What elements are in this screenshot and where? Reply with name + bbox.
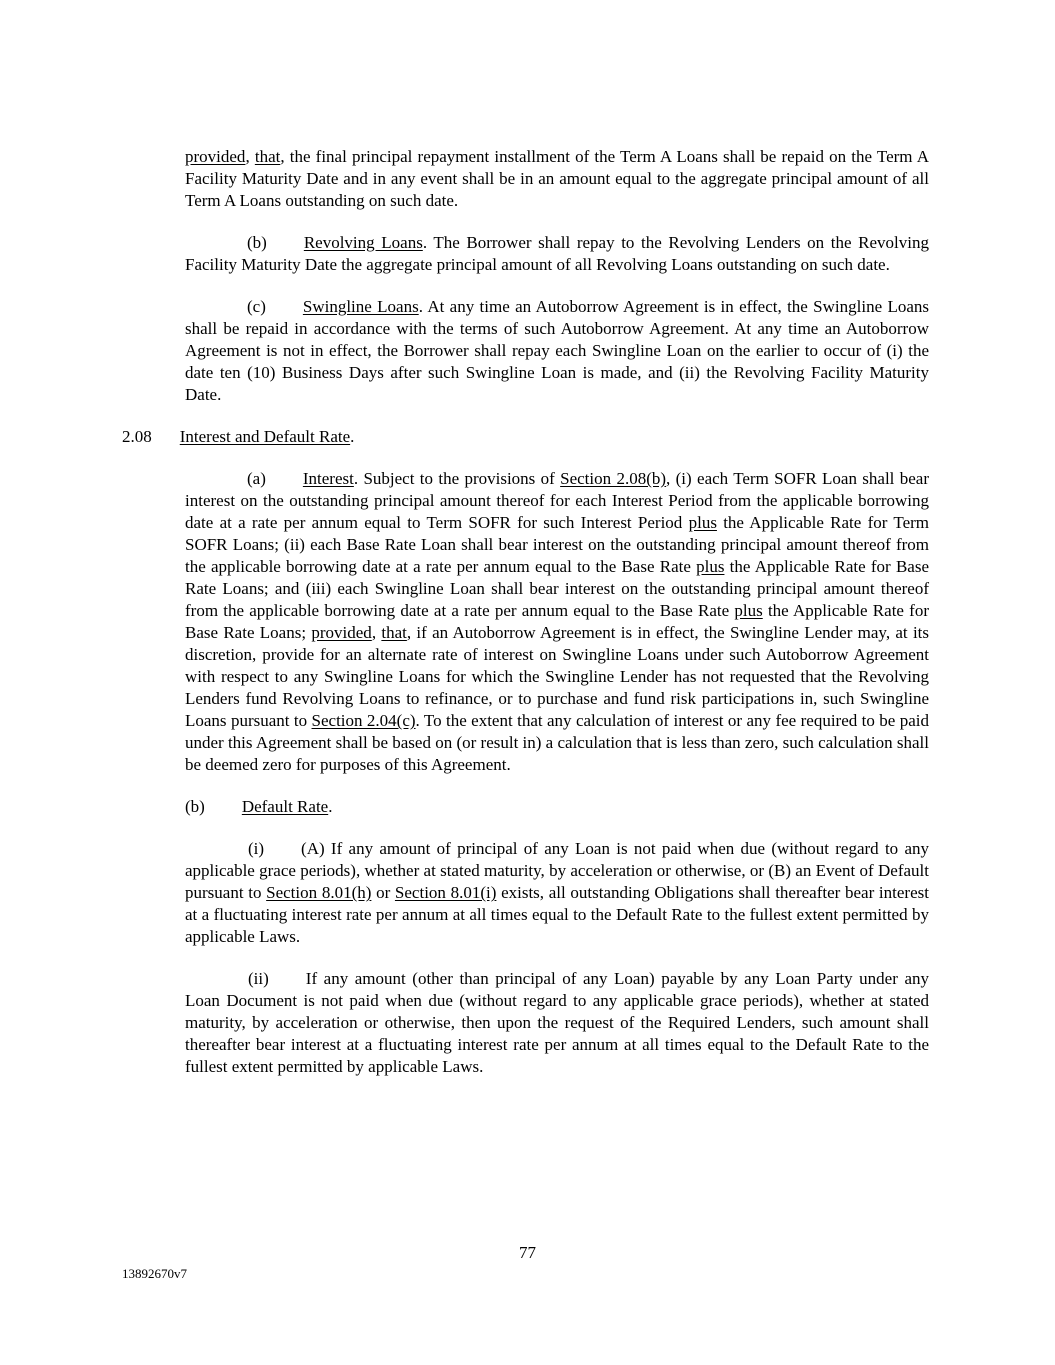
paragraph-revolving-loans [185,232,929,276]
text-run: exists, all outstanding Obligations shall thereafter bear interest at a fluctuating interest rate per annum at all times equal to the Default Rate to the fullest extent permitted by applicable Laws. [185,883,929,946]
underlined-text-run: that [254,147,281,166]
page-body [122,146,930,1078]
text-run: , [371,623,382,642]
text-run: . To the extent that any calculation of interest or any fee required to be paid under this Agreement shall be based on (or result in) a calculation that is less than zero, such calculation shall be deemed zero for purposes of this Agreement. [185,711,929,774]
text-run: (a) [247,469,266,488]
underlined-text-run: plus [734,601,763,620]
text-run: . Subject to the provisions of [353,469,561,488]
underlined-text-run: Revolving Loans [303,233,423,252]
paragraph-default-rate-clause-ii [185,968,929,1078]
text-run: the Applicable Rate for Base Rate Loans; and (iii) each Swingline Loan shall bear interest on the outstanding principal amount thereof from the applicable borrowing date at a rate per annum equal to the Base Rate [185,557,929,620]
text-run: , (i) each Term SOFR Loan shall bear interest on the outstanding principal amount thereof for each Interest Period from the applicable borrowing date at a rate per annum equal to Term SOFR for such Interest Period [185,469,929,532]
text-run: (i) [248,839,265,858]
text-run: (A) If any amount of principal of any Loan is not paid when due (without regard to any applicable grace periods), whether at stated maturity, by acceleration or otherwise, or (B) an Event of Default pursuant to [185,839,929,902]
underlined-text-run: Interest [302,469,354,488]
underlined-text-run: plus [688,513,717,532]
text-run: (c) [247,297,266,316]
text-run: , [245,147,255,166]
text-run: (ii) [248,969,269,988]
text-run: If any amount (other than principal of any Loan) payable by any Loan Party under any Loan Document is not paid when due (without regard to any applicable grace periods), whether at stated maturity, by acceleration or otherwise, then upon the request of the Required Lenders, such amount shall thereafter bear interest at a fluctuating interest rate per annum at all times equal to the Default Rate to the fullest extent permitted by applicable Laws. [185,969,929,1076]
underlined-text-run: provided [311,623,372,642]
underlined-text-run: plus [696,557,725,576]
underlined-text-run: provided [185,147,246,166]
text-run: . [350,427,355,446]
paragraph-swingline-loans [185,296,929,406]
text-run: . [328,797,333,816]
text-run: . The Borrower shall repay to the Revolving Lenders on the Revolving Facility Maturity Date the aggregate principal amount of all Revolving Loans outstanding on such date. [185,233,929,274]
text-run: or [371,883,395,902]
underlined-text-run: Section 8.01(h) [266,883,372,902]
document-id-footer: 13892670v7 [122,1266,187,1281]
text-run: the Applicable Rate for Base Rate Loans; [185,601,930,642]
heading-default-rate [185,796,929,818]
underlined-text-run: Swingline Loans [302,297,419,316]
text-run: . At any time an Autoborrow Agreement is in effect, the Swingline Loans shall be repaid in accordance with the terms of such Autoborrow Agreement. At any time an Autoborrow Agreement is not in effect, the Borrower shall repay each Swingline Loan on the earlier to occur of (i) the date ten (10) Business Days after such Swingline Loan is made, and (ii) the Revolving Facility Maturity Date. [185,297,929,404]
underlined-text-run: that [381,623,407,642]
paragraph-interest [185,468,929,776]
paragraph-term-a-continuation [185,146,929,212]
underlined-text-run: Default Rate [241,797,329,816]
text-run: (b) [247,233,267,252]
page-number: 77 [519,1243,536,1262]
text-run: , the final principal repayment installment of the Term A Loans shall be repaid on the Term A Facility Maturity Date and in any event shall be in an amount equal to the aggregate principal amount of all Term A Loans outstanding on such date. [185,147,929,210]
underlined-text-run: Section 8.01(i) [394,883,497,902]
underlined-text-run: Section 2.04(c) [311,711,416,730]
text-run: (b) [185,797,205,816]
text-run: , if an Autoborrow Agreement is in effect, the Swingline Lender may, at its discretion, provide for an alternate rate of interest on Swingline Loans under such Autoborrow Agreement with respect to any Swingline Loans for which the Swingline Lender has not requested that the Revolving Lenders fund Revolving Loans to refinance, or to purchase and fund risk participations in, such Swingline Loans pursuant to [185,623,930,730]
text-run: the Applicable Rate for Term SOFR Loans; (ii) each Base Rate Loan shall bear interest on the outstanding principal amount thereof from the applicable borrowing date at a rate per annum equal to the Base Rate [185,513,929,576]
underlined-text-run: Interest and Default Rate [179,427,351,446]
text-run: 2.08 [122,427,152,446]
underlined-text-run: Section 2.08(b) [560,469,667,488]
paragraph-default-rate-clause-i [185,838,929,948]
section-heading-2-08 [122,426,929,448]
